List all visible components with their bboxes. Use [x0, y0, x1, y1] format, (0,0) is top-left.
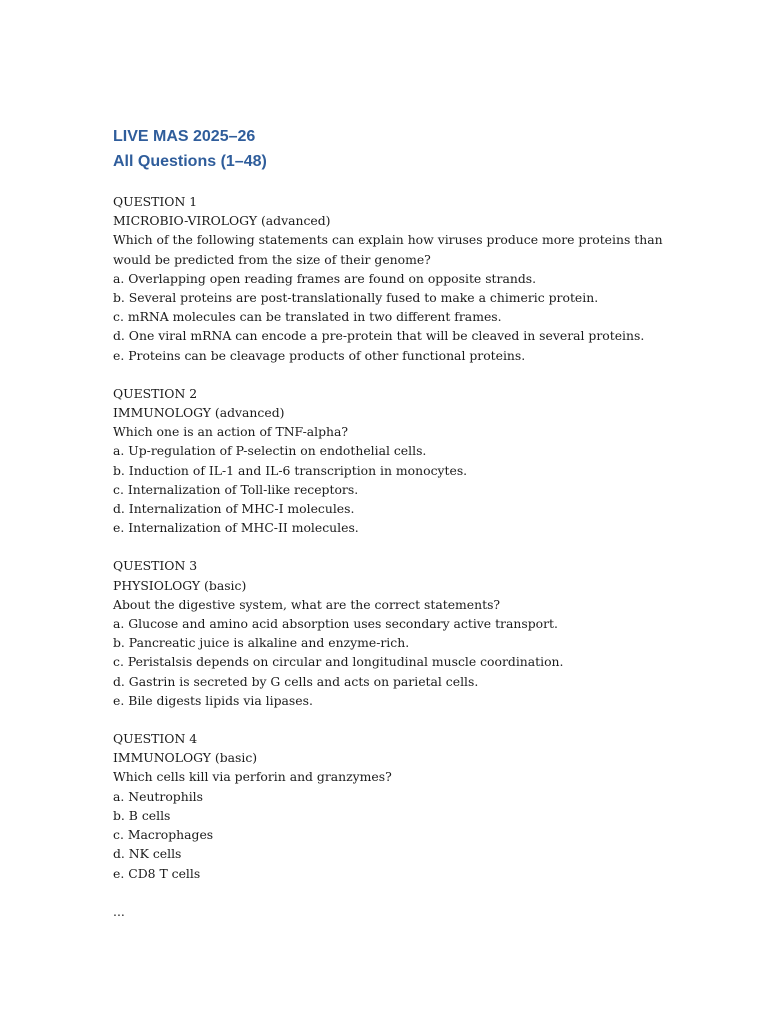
answer-option-a: a. Neutrophils [113, 788, 203, 804]
answer-option-e: e. Internalization of MHC-II molecules. [113, 520, 359, 536]
answer-option-c: c. Peristalsis depends on circular and longitudinal muscle coordination. [113, 654, 564, 670]
answer-option-b: b. Several proteins are post-translationally fused to make a chimeric protein. [113, 290, 599, 306]
question-category: MICROBIO-VIROLOGY (advanced) [113, 213, 331, 229]
question-block [113, 556, 673, 710]
question-category: IMMUNOLOGY (advanced) [113, 405, 285, 421]
answer-option-a: a. Overlapping open reading frames are found on opposite strands. [113, 270, 537, 286]
question-stem: About the digestive system, what are the correct statements? [113, 596, 501, 612]
question-block [113, 192, 673, 365]
answer-option-a: a. Glucose and amino acid absorption uses secondary active transport. [113, 616, 558, 632]
answer-option-e: e. Proteins can be cleavage products of other functional proteins. [113, 347, 526, 363]
document-subtitle: All Questions (1–48) [113, 153, 267, 170]
question-stem-continued: would be predicted from the size of their genome? [113, 251, 431, 267]
answer-option-b: b. Induction of IL-1 and IL-6 transcription in monocytes. [113, 462, 468, 478]
question-heading: QUESTION 2 [113, 385, 198, 401]
answer-option-c: c. Internalization of Toll-like receptors. [113, 481, 359, 497]
answer-option-d: d. One viral mRNA can encode a pre-protein that will be cleaved in several proteins. [113, 328, 645, 344]
answer-option-e: e. Bile digests lipids via lipases. [113, 692, 313, 708]
question-heading: QUESTION 4 [113, 731, 198, 747]
answer-option-c: c. Macrophages [113, 827, 214, 843]
answer-option-b: b. Pancreatic juice is alkaline and enzyme-rich. [113, 635, 410, 651]
answer-option-a: a. Up-regulation of P-selectin on endothelial cells. [113, 443, 427, 459]
question-heading: QUESTION 3 [113, 558, 198, 574]
question-heading: QUESTION 1 [113, 194, 198, 209]
question-block [113, 729, 673, 883]
question-stem: Which one is an action of TNF-alpha? [113, 424, 349, 440]
document-page [113, 124, 673, 921]
continuation-ellipsis: ... [113, 903, 125, 919]
answer-option-d: d. Internalization of MHC-I molecules. [113, 501, 355, 517]
question-block [113, 384, 673, 538]
title-block [113, 124, 673, 174]
question-category: IMMUNOLOGY (basic) [113, 750, 258, 766]
answer-option-e: e. CD8 T cells [113, 865, 201, 881]
answer-option-d: d. NK cells [113, 846, 182, 862]
answer-option-b: b. B cells [113, 807, 171, 823]
answer-option-c: c. mRNA molecules can be translated in two different frames. [113, 309, 502, 325]
question-stem: Which of the following statements can explain how viruses produce more proteins than [113, 232, 663, 248]
answer-option-d: d. Gastrin is secreted by G cells and acts on parietal cells. [113, 673, 479, 689]
document-title: LIVE MAS 2025–26 [113, 128, 256, 145]
question-stem: Which cells kill via perforin and granzymes? [113, 769, 392, 785]
question-category: PHYSIOLOGY (basic) [113, 577, 247, 593]
